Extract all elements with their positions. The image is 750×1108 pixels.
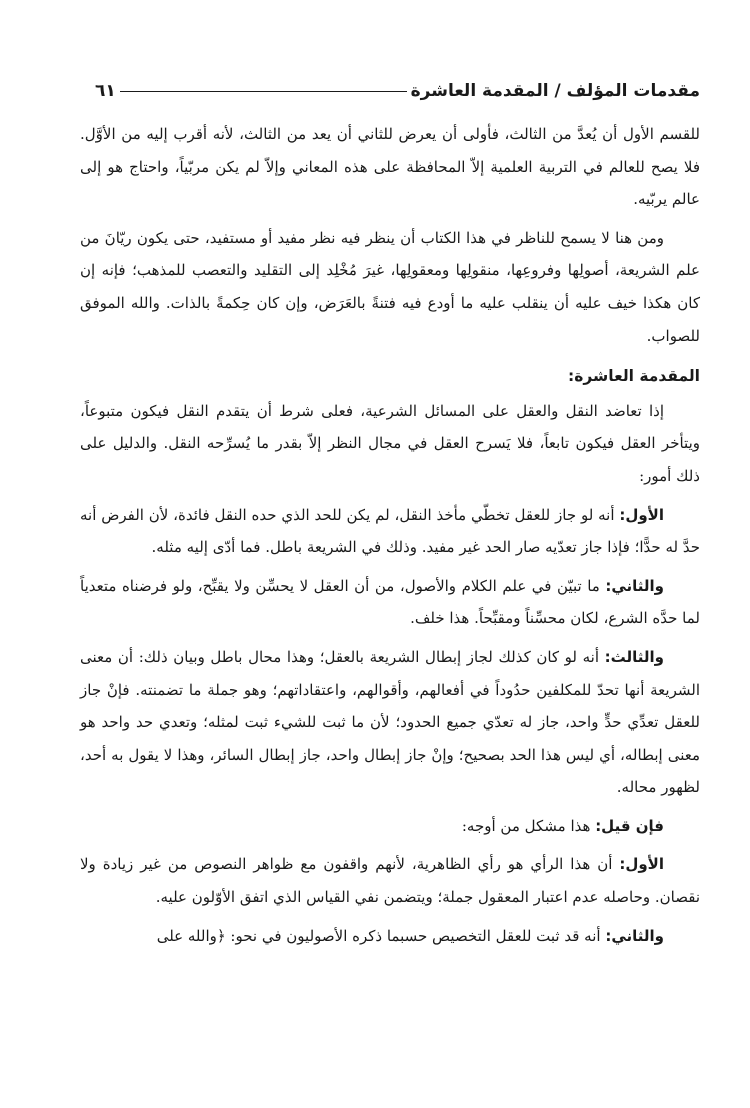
paragraph-text: ومن هنا لا يسمح للناظر في هذا الكتاب أن ينظر فيه نظر مفيد أو مستفيد، حتى يكون ريّانَ من علم الشريعة، أصولِها وفروعِها، منقولِها ومعقولِها، غيرَ مُخْلِد إلى التقليد والتعصب للمذهب؛ فإنه إن كان هكذا خيف عليه أن ينقلب عليه ما أودع فيه فتنةً بالعَرَض، وإن كان حِكمةً بالذات. والله الموفق للصواب.	[80, 228, 700, 345]
paragraph-text: للقسم الأول أن يُعدَّ من الثالث، فأولى أن يعرض للثاني أن يعد من الثالث، لأنه أقرب إليه من الأوَّل. فلا يصح للعالم في التربية العلمية إلاّ المحافظة على هذه المعاني وإلاّ لم يكن مربّياً، واحتاج هو إلى عالم يربّيه.	[80, 125, 700, 209]
paragraph-text: ما تبيّن في علم الكلام والأصول، من أن العقل لا يحسِّن ولا يقبِّح، ولو فرضناه متعدياً لما حدَّه الشرع، لكان محسِّناً ومقبِّحاً. هذا خلف.	[80, 576, 700, 628]
paragraph-lead: فإن قيل:	[595, 816, 664, 835]
running-header	[95, 78, 700, 104]
paragraph-lead: والثاني:	[605, 926, 664, 945]
page-body	[80, 118, 700, 958]
paragraph-6	[80, 641, 700, 804]
paragraph-text: أنه قد ثبت للعقل التخصيص حسبما ذكره الأصوليون في نحو: ﴿والله على	[156, 926, 606, 945]
paragraph-1	[80, 118, 700, 216]
paragraph-3	[80, 395, 700, 493]
paragraph-text: أن هذا الرأي هو رأي الظاهرية، لأنهم واقفون مع ظواهر النصوص من غير زيادة ولا نقصان. وحاصله عدم اعتبار المعقول جملة؛ ويتضمن نفي القياس الذي اتفق الأوّلون عليه.	[80, 855, 700, 907]
paragraph-text: هذا مشكل من أوجه:	[461, 816, 596, 835]
paragraph-4	[80, 499, 700, 564]
paragraph-8	[80, 848, 700, 913]
header-title: مقدمات المؤلف / المقدمة العاشرة	[410, 81, 700, 101]
section-heading: المقدمة العاشرة:	[568, 367, 700, 386]
paragraph-lead: والثالث:	[604, 647, 664, 666]
paragraph-lead: والثاني:	[605, 576, 664, 595]
paragraph-9	[80, 920, 700, 953]
paragraph-text: إذا تعاضد النقل والعقل على المسائل الشرعية، فعلى شرط أن يتقدم النقل فيكون متبوعاً، ويتأخر العقل فيكون تابعاً، فلا يَسرح العقل في مجال النظر إلاّ بقدر ما يُسرِّحه النقل. والدليل على ذلك أمور:	[80, 401, 700, 485]
paragraph-lead: الأول:	[619, 505, 664, 524]
paragraph-5	[80, 570, 700, 635]
page-number: ٦١	[95, 81, 116, 101]
paragraph-lead: الأول:	[619, 855, 664, 874]
paragraph-text: أنه لو جاز للعقل تخطّي مأخذ النقل، لم يكن للحد الذي حده النقل فائدة، لأن الفرض أنه حدَّ له حدًّا؛ فإذا جاز تعدّيه صار الحد غير مفيد. وذلك في الشريعة باطل. فما أدّى إليه مثله.	[80, 505, 700, 557]
header-rule	[120, 91, 407, 92]
paragraph-text: أنه لو كان كذلك لجاز إبطال الشريعة بالعقل؛ وهذا محال باطل وبيان ذلك: أن معنى الشريعة أنها تحدّ للمكلفين حدُوداً في أفعالهم، وأقوالهم، واعتقاداتهم؛ وهو جملة ما تضمنته. فإنْ جاز للعقل تعدِّي حدٍّ واحد، جاز له تعدّي جميع الحدود؛ لأن ما ثبت للشيء ثبت لمثله؛ وتعدي حد واحد هو معنى إبطاله، أي ليس هذا الحد بصحيح؛ وإنْ جاز إبطال واحد، جاز إبطال السائر، وهذا لا يقول به أحد، لظهور محاله.	[80, 647, 700, 797]
paragraph-2	[80, 222, 700, 352]
paragraph-7	[80, 810, 700, 843]
